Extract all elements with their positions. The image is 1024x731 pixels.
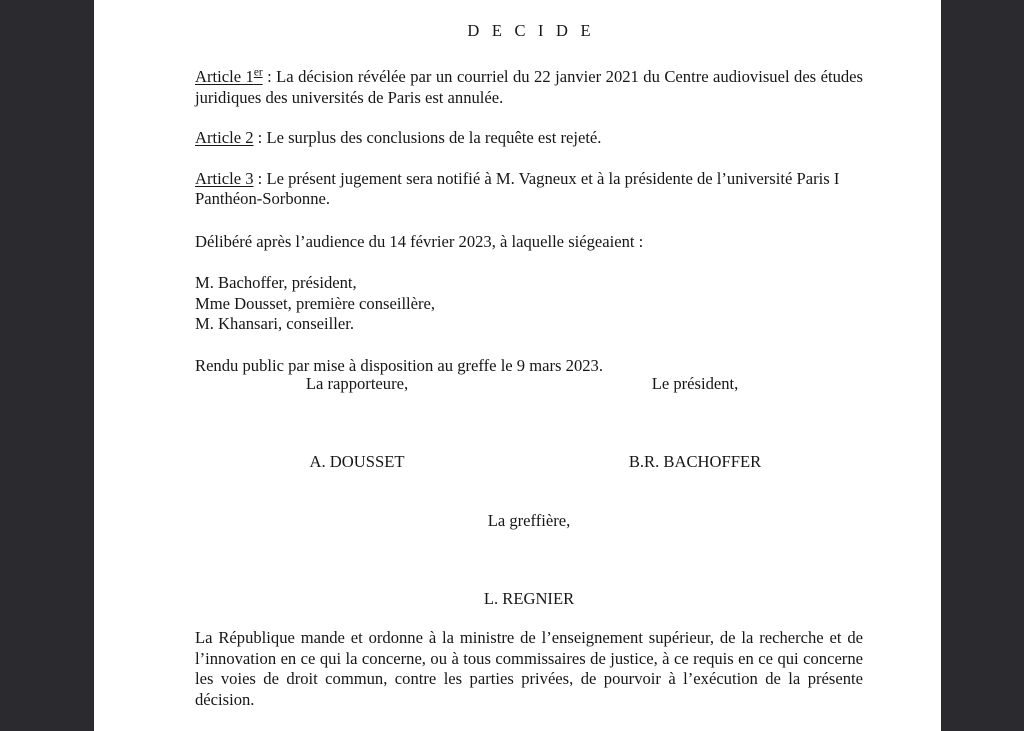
signature-president-title: Le président, — [651, 374, 739, 393]
article-1-separator: : — [262, 67, 277, 86]
article-2-body: Le surplus des conclusions de la requête est rejeté. — [266, 128, 602, 147]
article-1-label-text: Article 1 — [195, 67, 254, 86]
article-2-separator: : — [253, 128, 267, 147]
signature-greffiere-name: L. REGNIER — [483, 589, 575, 608]
article-3-body: Le présent jugement sera notifié à M. Vagneux et à la présidente de l’université Paris I Panthéon-Sorbonne. — [195, 168, 840, 208]
panel-member: M. Khansari, conseiller. — [195, 314, 354, 333]
document-page — [94, 0, 941, 731]
article-3-paragraph — [195, 169, 863, 210]
article-1-body: La décision révélée par un courriel du 22 janvier 2021 du Centre audiovisuel des études juridiques des universités de Paris est annulée. — [195, 67, 863, 107]
article-1-label-sup: er — [253, 66, 263, 79]
execution-formula-paragraph: La République mande et ordonne à la ministre de l’enseignement supérieur, de la recherche et de l’innovation en ce qui la concerne, ou à tous commissaires de justice, à ce requis en ce qui concerne les voies de droit commun, contre les parties privées, de pourvoir à l’exécution de la présente décision. — [195, 628, 863, 709]
article-1-paragraph — [195, 67, 863, 108]
panel-members-list — [195, 273, 863, 335]
public-reading-paragraph: Rendu public par mise à disposition au greffe le 9 mars 2023. — [195, 355, 603, 375]
signature-president-name: B.R. BACHOFFER — [628, 452, 762, 471]
decide-heading: D E C I D E — [467, 21, 595, 40]
article-2-label-text: Article 2 — [195, 128, 254, 147]
signature-rapporteure-name: A. DOUSSET — [309, 452, 405, 471]
execution-formula-block — [195, 628, 863, 710]
article-3-label — [195, 169, 254, 188]
article-3-separator: : — [253, 168, 267, 188]
signature-greffiere-title: La greffière, — [487, 511, 571, 530]
page-content — [195, 0, 863, 731]
article-2-paragraph — [195, 128, 863, 149]
panel-member: M. Bachoffer, président, — [195, 273, 357, 292]
article-3-label-text: Article 3 — [195, 168, 254, 188]
article-1-label — [195, 67, 263, 86]
panel-member: Mme Dousset, première conseillère, — [195, 293, 436, 313]
article-2-label — [195, 128, 254, 147]
deliberation-paragraph: Délibéré après l’audience du 14 février 2023, à laquelle siégeaient : — [195, 231, 644, 251]
signature-rapporteure-title: La rapporteure, — [305, 374, 409, 393]
